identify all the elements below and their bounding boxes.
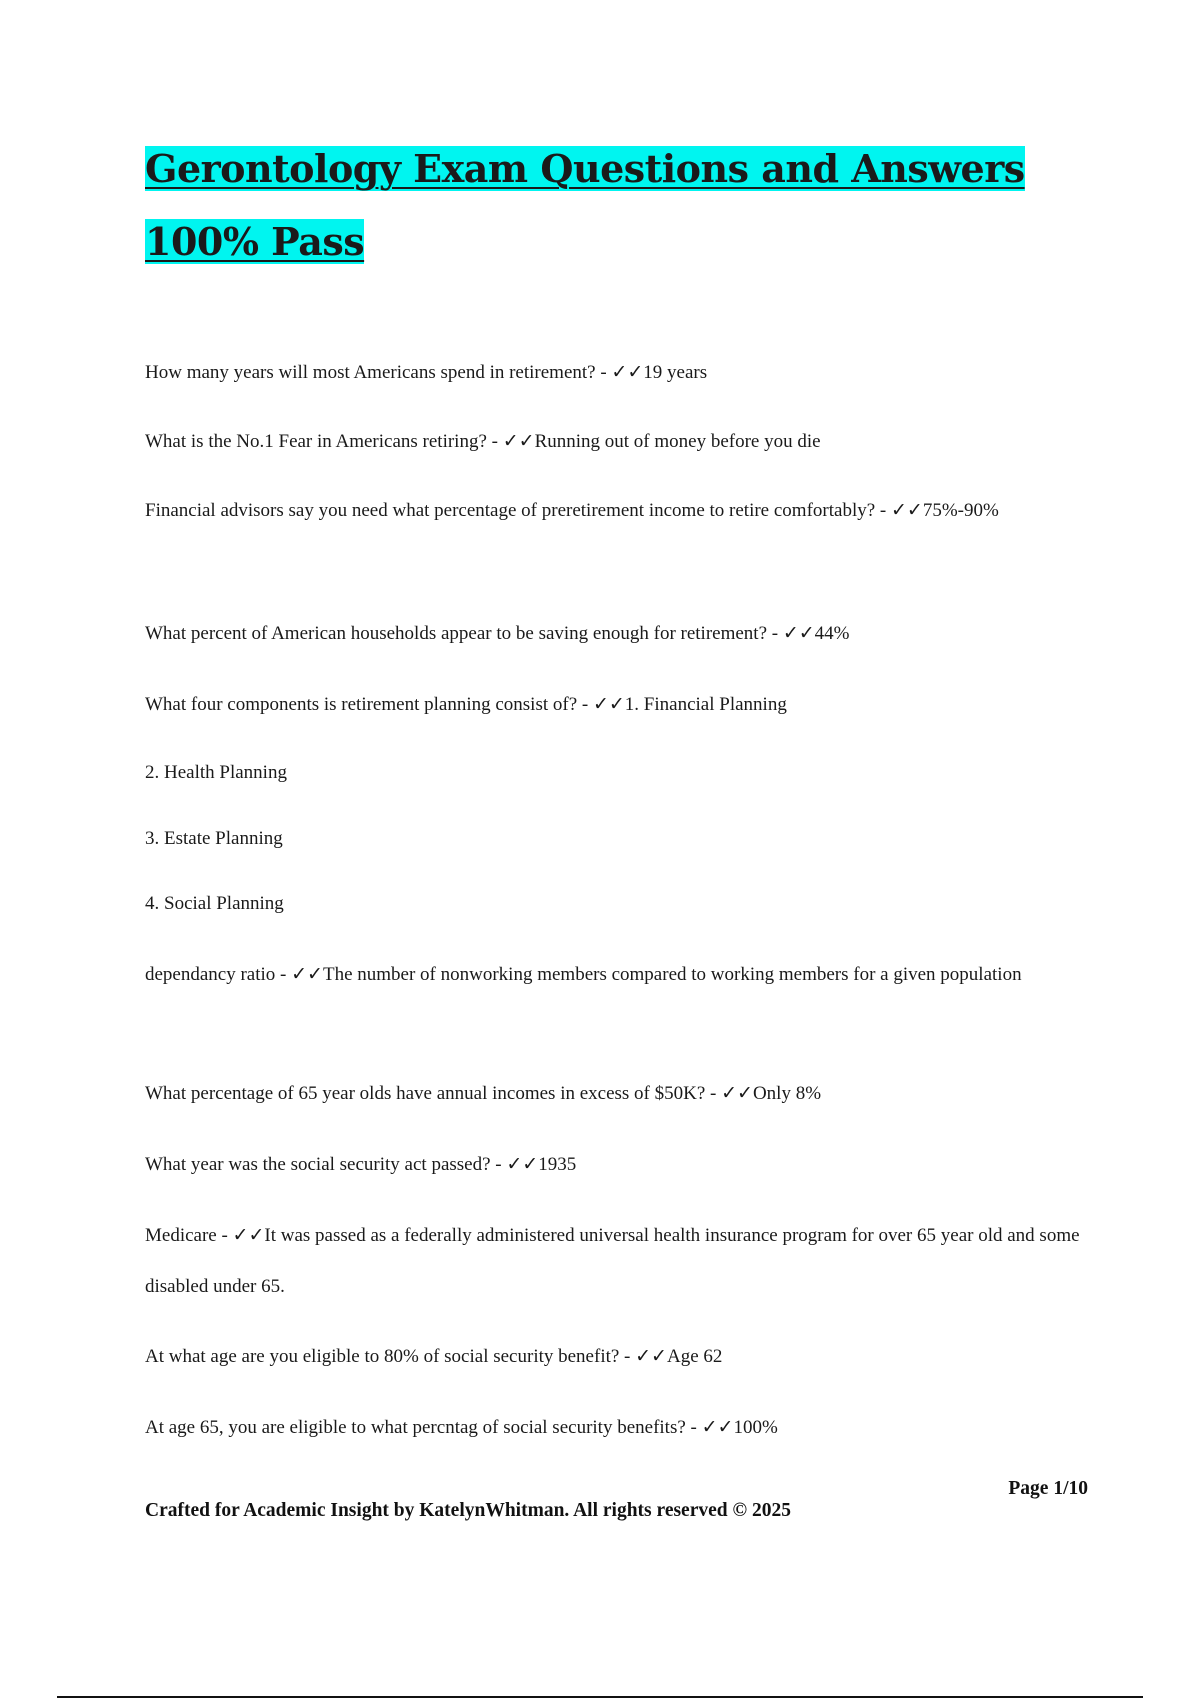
qa-item-14: At age 65, you are eligible to what percntag of social security benefits? - ✓✓100% xyxy=(145,1417,778,1438)
document-title xyxy=(145,132,1075,278)
qa-item-10: What percentage of 65 year olds have annual incomes in excess of $50K? - ✓✓Only 8% xyxy=(145,1083,822,1104)
qa-item-12: Medicare - ✓✓It was passed as a federally administered universal health insurance program for over 65 year old and some disabled under 65. xyxy=(145,1225,1080,1297)
qa-item-2: What is the No.1 Fear in Americans retiring? - ✓✓Running out of money before you die xyxy=(145,431,821,452)
footer-credit: Crafted for Academic Insight by KatelynWhitman. All rights reserved © 2025 xyxy=(145,1500,791,1521)
qa-item-8: 4. Social Planning xyxy=(145,893,284,914)
bottom-rule xyxy=(57,1696,1143,1698)
qa-item-5: What four components is retirement planning consist of? - ✓✓1. Financial Planning xyxy=(145,694,787,715)
qa-item-11: What year was the social security act passed? - ✓✓1935 xyxy=(145,1154,577,1175)
qa-item-6: 2. Health Planning xyxy=(145,762,287,783)
document-title-text: Gerontology Exam Questions and Answers 100% Pass xyxy=(145,146,1025,264)
qa-item-13: At what age are you eligible to 80% of social security benefit? - ✓✓Age 62 xyxy=(145,1346,723,1367)
qa-item-1: How many years will most Americans spend in retirement? - ✓✓19 years xyxy=(145,362,708,383)
qa-item-7: 3. Estate Planning xyxy=(145,828,283,849)
qa-item-4: What percent of American households appear to be saving enough for retirement? - ✓✓44% xyxy=(145,623,850,644)
qa-item-9: dependancy ratio - ✓✓The number of nonworking members compared to working members for a given population xyxy=(145,964,1022,985)
qa-item-3: Financial advisors say you need what percentage of preretirement income to retire comfortably? - ✓✓75%-90% xyxy=(145,500,999,521)
page-number: Page 1/10 xyxy=(1008,1478,1088,1499)
